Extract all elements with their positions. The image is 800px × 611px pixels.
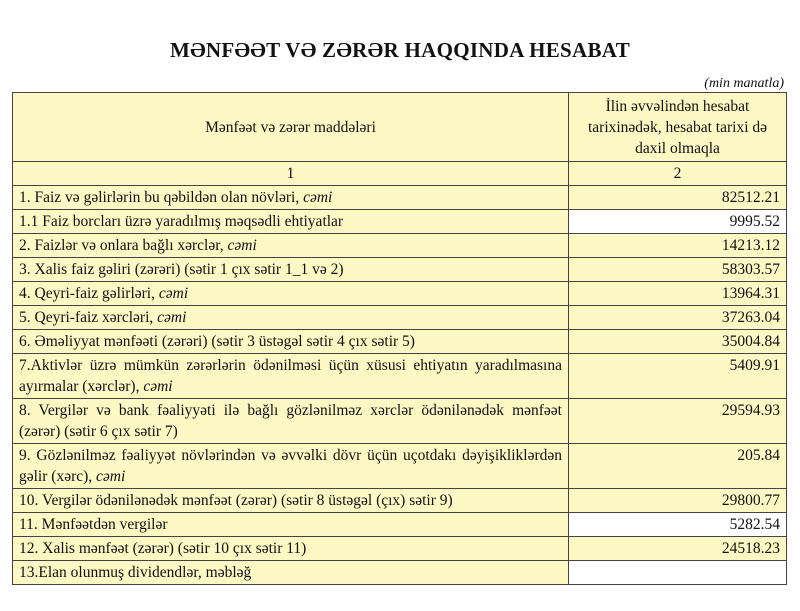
header-row bbox=[13, 93, 787, 162]
table-row bbox=[13, 330, 787, 354]
row-label-text: 5. Qeyri-faiz xərcləri, bbox=[19, 309, 158, 326]
income-statement-table bbox=[12, 92, 787, 585]
row-value: 29800.77 bbox=[569, 489, 787, 513]
row-label-text: 1.1 Faiz borcları üzrə yaradılmış məqsədli ehtiyatlar bbox=[19, 213, 344, 230]
table-row bbox=[13, 258, 787, 282]
row-label-text: 13.Elan olunmuş dividendlər, məbləğ bbox=[19, 564, 252, 581]
row-label-text: 4. Qeyri-faiz gəlirləri, bbox=[19, 285, 159, 302]
row-value: 29594.93 bbox=[569, 399, 787, 444]
table-row bbox=[13, 210, 787, 234]
row-label bbox=[13, 186, 569, 210]
row-label-text: 8. Vergilər və bank fəaliyyəti ilə bağlı gözlənilməz xərclər ödənilənədək mənfəət (zərər) (sətir 6 çıx sətir 7) bbox=[19, 402, 562, 440]
row-label-text: 12. Xalis mənfəət (zərər) (sətir 10 çıx sətir 11) bbox=[19, 540, 307, 557]
table-row bbox=[13, 354, 787, 399]
row-label bbox=[13, 444, 569, 489]
table-row bbox=[13, 489, 787, 513]
table-row bbox=[13, 282, 787, 306]
row-value: 14213.12 bbox=[569, 234, 787, 258]
row-value: 9995.52 bbox=[569, 210, 787, 234]
table-row bbox=[13, 306, 787, 330]
row-label-suffix: cəmi bbox=[303, 189, 333, 206]
row-label-text: 6. Əməliyyat mənfəəti (zərəri) (sətir 3 üstəgəl sətir 4 çıx sətir 5) bbox=[19, 333, 415, 350]
row-label bbox=[13, 561, 569, 585]
column-number-2: 2 bbox=[569, 162, 787, 186]
row-value: 205.84 bbox=[569, 444, 787, 489]
row-value: 5409.91 bbox=[569, 354, 787, 399]
row-label bbox=[13, 282, 569, 306]
row-label bbox=[13, 489, 569, 513]
row-label bbox=[13, 234, 569, 258]
row-label bbox=[13, 537, 569, 561]
table-row bbox=[13, 186, 787, 210]
row-value: 82512.21 bbox=[569, 186, 787, 210]
row-value: 24518.23 bbox=[569, 537, 787, 561]
row-label-text: 10. Vergilər ödənilənədək mənfəət (zərər) (sətir 8 üstəgəl (çıx) sətir 9) bbox=[19, 492, 453, 509]
row-label-suffix: cəmi bbox=[158, 285, 189, 302]
row-label bbox=[13, 399, 569, 444]
table-row bbox=[13, 234, 787, 258]
row-label-text: 11. Mənfəətdən vergilər bbox=[19, 516, 168, 533]
row-label-suffix: cəmi bbox=[96, 468, 126, 485]
row-value: 37263.04 bbox=[569, 306, 787, 330]
header-items: Mənfəət və zərər maddələri bbox=[13, 93, 569, 162]
row-label bbox=[13, 306, 569, 330]
row-label bbox=[13, 330, 569, 354]
row-label-text: 1. Faiz və gəlirlərin bu qəbildən olan növləri, bbox=[19, 189, 304, 206]
table-row bbox=[13, 561, 787, 585]
row-label bbox=[13, 258, 569, 282]
row-label-suffix: cəmi bbox=[227, 237, 257, 254]
row-value: 5282.54 bbox=[569, 513, 787, 537]
header-period: İlin əvvəlindən hesabat tarixinədək, hesabat tarixi də daxil olmaqla bbox=[569, 93, 787, 162]
table-row bbox=[13, 513, 787, 537]
table-row bbox=[13, 444, 787, 489]
unit-note: (min manatla) bbox=[704, 76, 784, 91]
row-value: 35004.84 bbox=[569, 330, 787, 354]
column-number-row bbox=[13, 162, 787, 186]
table-row bbox=[13, 399, 787, 444]
row-label bbox=[13, 354, 569, 399]
row-label bbox=[13, 513, 569, 537]
column-number-1: 1 bbox=[13, 162, 569, 186]
row-label-text: 7.Aktivlər üzrə mümkün zərərlərin ödənilməsi üçün xüsusi ehtiyatın yaradılmasına ayırmalar (xərclər), bbox=[19, 357, 562, 395]
row-value: 58303.57 bbox=[569, 258, 787, 282]
row-label bbox=[13, 210, 569, 234]
table-row bbox=[13, 537, 787, 561]
row-label-suffix: cəmi bbox=[143, 378, 173, 395]
row-label-text: 9. Gözlənilməz fəaliyyət növlərindən və əvvəlki dövr üçün uçotdakı dəyişikliklərdən gəlir (xərc), bbox=[19, 447, 562, 485]
row-value bbox=[569, 561, 787, 585]
report-title: MƏNFƏƏT VƏ ZƏRƏR HAQQINDA HESABAT bbox=[169, 38, 631, 62]
row-value: 13964.31 bbox=[569, 282, 787, 306]
row-label-suffix: cəmi bbox=[157, 309, 187, 326]
row-label-text: 2. Faizlər və onlara bağlı xərclər, bbox=[19, 237, 228, 254]
row-label-text: 3. Xalis faiz gəliri (zərəri) (sətir 1 çıx sətir 1_1 və 2) bbox=[19, 261, 344, 278]
